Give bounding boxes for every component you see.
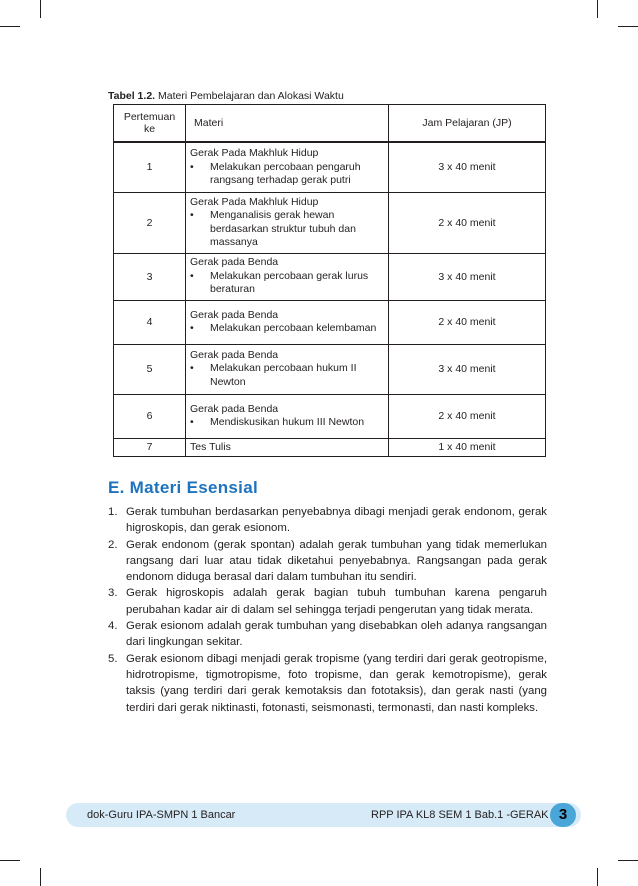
row-jp: 2 x 40 menit (389, 394, 546, 438)
materi-title: Gerak pada Benda (190, 348, 279, 361)
list-text: Gerak endonom (gerak spontan) adalah gerak tumbuhan yang tidak memerlukan rangsang dari luar atau tidak diketahui penyebabnya. Rangsangan pada gerak endonom diduga berasal dari dalam tumbuhan itu sendiri. (126, 538, 547, 584)
footer-left-text: dok-Guru IPA-SMPN 1 Bancar (87, 809, 236, 821)
row-materi (186, 300, 389, 344)
materi-title: Gerak Pada Makhluk Hidup (190, 147, 319, 159)
materi-title: Gerak pada Benda (190, 402, 279, 415)
list-number: 4. (108, 620, 118, 633)
row-jp: 2 x 40 menit (389, 192, 546, 253)
row-jp: 2 x 40 menit (389, 300, 546, 344)
table-row (114, 344, 546, 394)
crop-mark (618, 26, 638, 27)
crop-mark (40, 0, 41, 18)
crop-mark (40, 868, 41, 886)
materi-title: Gerak pada Benda (190, 256, 279, 269)
row-number: 5 (114, 344, 186, 394)
table-row (114, 394, 546, 438)
crop-mark (597, 868, 598, 886)
materi-bullet: • Melakukan percobaan pengaruh rangsang terhadap gerak putri (190, 160, 361, 186)
table-row (114, 300, 546, 344)
row-materi (186, 192, 389, 253)
list-text: Gerak esionom dibagi menjadi gerak tropisme (yang terdiri dari gerak geotropisme, hidrotropisme, tigmotropisme, foto tropisme, dan gerak kemotropisme), gerak taksis (yang terdiri dari gerak kemotaksis dan fototaksis), dan gerak nasti (yang terdiri dari gerak niktinasti, fotonasti, seismonasti, termonasti, dan nasti kompleks. (126, 652, 547, 714)
table-row (114, 192, 546, 253)
materi-bullet: • Mendiskusikan hukum III Newton (190, 416, 365, 428)
list-item (108, 504, 547, 537)
row-jp: 3 x 40 menit (389, 344, 546, 394)
row-materi (186, 142, 389, 192)
list-number: 5. (108, 652, 118, 665)
header-pertemuan: Pertemuan ke (114, 105, 186, 143)
row-number: 6 (114, 394, 186, 438)
list-item (108, 537, 547, 586)
list-item (108, 651, 547, 716)
materi-bullet: • Melakukan percobaan kelembaman (190, 322, 377, 334)
materi-title: Gerak pada Benda (190, 308, 279, 321)
materi-esensial-list (108, 504, 547, 716)
list-text: Gerak higroskopis adalah gerak bagian tubuh tumbuhan karena pengaruh perubahan kadar air di dalam sel sehingga terjadi pengerutan yang tidak merata. (126, 587, 547, 616)
materi-bullet: • Melakukan percobaan hukum II Newton (190, 362, 357, 388)
table-row (114, 438, 546, 456)
header-jp: Jam Pelajaran (JP) (389, 105, 546, 143)
materi-table (113, 104, 546, 457)
list-number: 3. (108, 587, 118, 600)
crop-mark (0, 26, 20, 27)
crop-mark (618, 860, 638, 861)
list-text: Gerak tumbuhan berdasarkan penyebabnya dibagi menjadi gerak endonom, gerak higroskopis, dan gerak esionom. (126, 506, 547, 535)
row-number: 1 (114, 142, 186, 192)
row-jp: 1 x 40 menit (389, 438, 546, 456)
row-number: 7 (114, 438, 186, 456)
row-jp: 3 x 40 menit (389, 253, 546, 300)
row-number: 3 (114, 253, 186, 300)
table-row (114, 142, 546, 192)
row-jp: 3 x 40 menit (389, 142, 546, 192)
row-materi (186, 344, 389, 394)
materi-bullet: • Menganalisis gerak hewan berdasarkan struktur tubuh dan massanya (190, 209, 356, 248)
row-number: 2 (114, 192, 186, 253)
row-materi (186, 253, 389, 300)
section-title: E. Materi Esensial (108, 478, 258, 497)
header-materi: Materi (186, 105, 389, 143)
list-text: Gerak esionom adalah gerak tumbuhan yang disebabkan oleh adanya rangsangan dari lingkungan sekitar. (126, 620, 547, 649)
materi-bullet: • Melakukan percobaan gerak lurus beraturan (190, 269, 369, 296)
row-materi (186, 394, 389, 438)
row-number: 4 (114, 300, 186, 344)
list-item (108, 585, 547, 618)
table-header-row (114, 105, 546, 143)
crop-mark (0, 860, 20, 861)
footer-right-text: RPP IPA KL8 SEM 1 Bab.1 -GERAK (371, 809, 549, 821)
list-number: 2. (108, 538, 118, 551)
table-caption-label: Tabel 1.2. (108, 90, 156, 102)
row-materi: Tes Tulis (186, 438, 389, 456)
list-item (108, 618, 547, 651)
table-caption (108, 90, 344, 102)
page-number: 3 (550, 803, 576, 827)
materi-title: Gerak Pada Makhluk Hidup (190, 195, 319, 208)
crop-mark (597, 0, 598, 18)
table-caption-text: Materi Pembelajaran dan Alokasi Waktu (158, 90, 344, 102)
list-number: 1. (108, 506, 118, 518)
table-row (114, 253, 546, 300)
